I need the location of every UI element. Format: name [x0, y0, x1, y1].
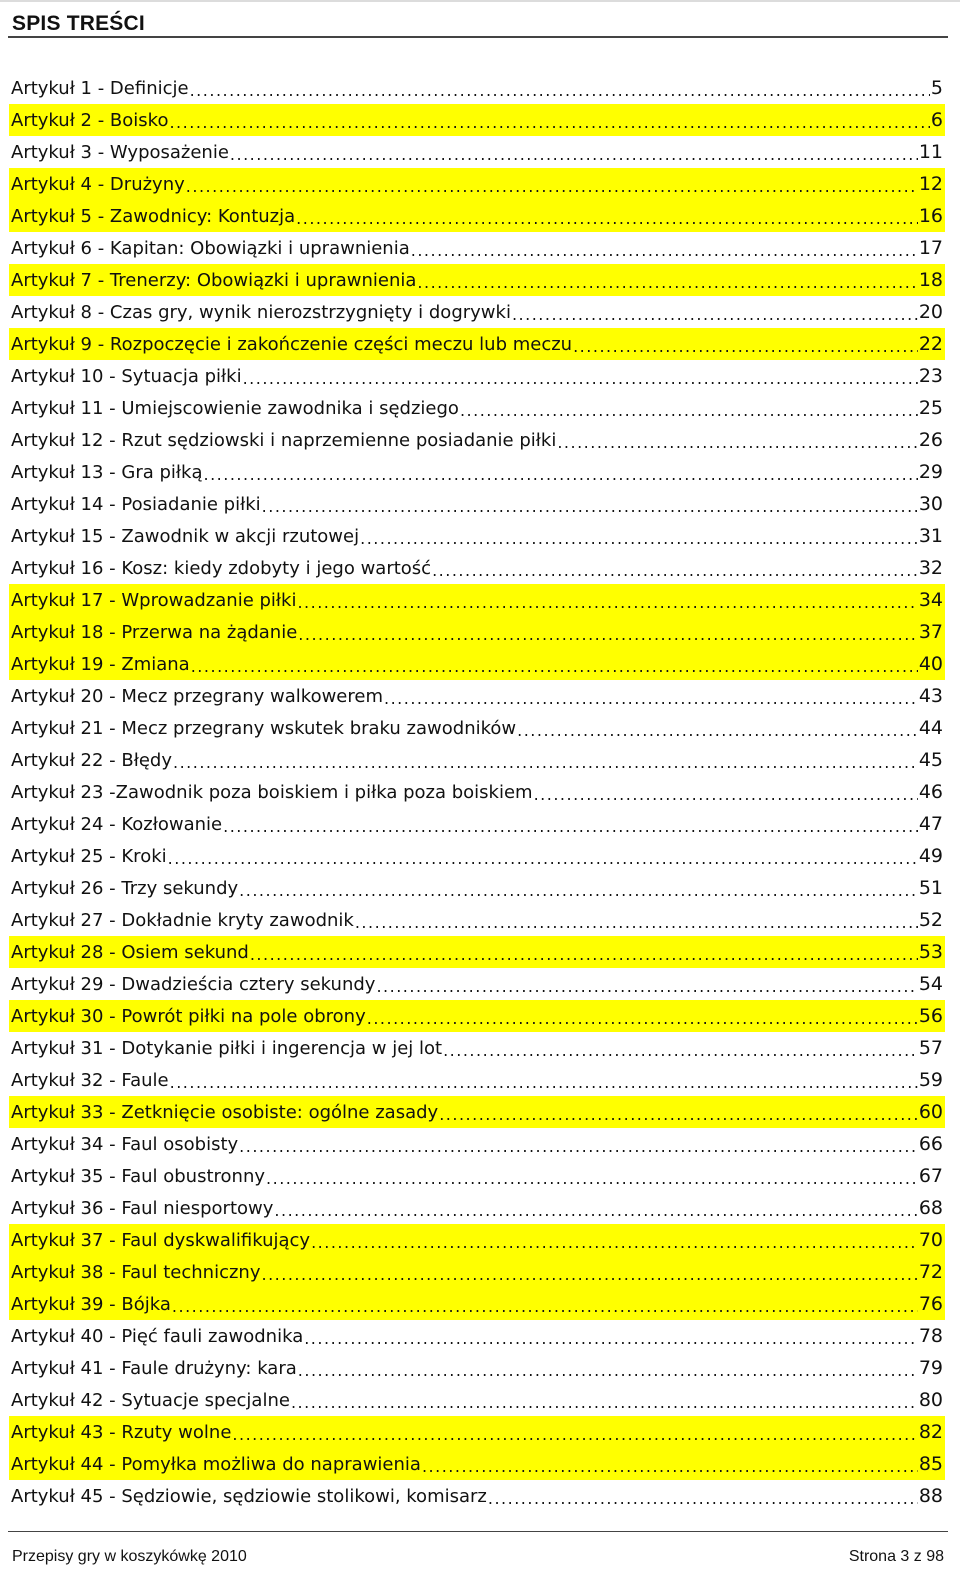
toc-entry-page-number: 78 [918, 1325, 943, 1347]
toc-entry-title: Artykuł 3 - Wyposażenie [11, 141, 229, 163]
toc-entry-page-number: 43 [918, 685, 943, 707]
toc-entry[interactable] [9, 1032, 945, 1064]
toc-entry-page-number: 29 [918, 461, 943, 483]
toc-dot-leader [557, 430, 917, 450]
toc-entry-page-number: 70 [918, 1229, 943, 1251]
toc-dot-leader [186, 174, 918, 194]
toc-entry[interactable] [9, 872, 945, 904]
toc-entry-title: Artykuł 13 - Gra piłką [11, 461, 203, 483]
toc-entry-title: Artykuł 19 - Zmiana [11, 653, 190, 675]
toc-dot-leader [239, 1134, 918, 1154]
toc-entry-page-number: 67 [918, 1165, 943, 1187]
toc-dot-leader [173, 750, 918, 770]
toc-dot-leader [168, 846, 918, 866]
toc-entry-title: Artykuł 44 - Pomyłka możliwa do naprawienia [11, 1453, 421, 1475]
toc-entry-title: Artykuł 28 - Osiem sekund [11, 941, 249, 963]
toc-dot-leader [191, 654, 918, 674]
toc-entry-title: Artykuł 33 - Zetknięcie osobiste: ogólne zasady [11, 1101, 439, 1123]
toc-entry[interactable] [9, 328, 945, 360]
toc-entry[interactable] [9, 712, 945, 744]
toc-dot-leader [296, 206, 918, 226]
toc-entry-title: Artykuł 10 - Sytuacja piłki [11, 365, 242, 387]
toc-entry-page-number: 60 [918, 1101, 943, 1123]
toc-entry-page-number: 5 [930, 77, 943, 99]
toc-entry[interactable] [9, 936, 945, 968]
toc-entry[interactable] [9, 1064, 945, 1096]
toc-entry-page-number: 85 [918, 1453, 943, 1475]
toc-entry[interactable] [9, 392, 945, 424]
toc-entry[interactable] [9, 776, 945, 808]
toc-entry-title: Artykuł 32 - Faule [11, 1069, 169, 1091]
toc-entry-title: Artykuł 26 - Trzy sekundy [11, 877, 239, 899]
toc-entry[interactable] [9, 424, 945, 456]
page-title: SPIS TREŚCI [12, 12, 145, 35]
toc-entry-page-number: 20 [918, 301, 943, 323]
toc-entry-page-number: 59 [918, 1069, 943, 1091]
toc-entry-title: Artykuł 5 - Zawodnicy: Kontuzja [11, 205, 296, 227]
toc-entry[interactable] [9, 1480, 945, 1512]
toc-entry[interactable] [9, 168, 945, 200]
page-footer [8, 1531, 948, 1576]
toc-entry-page-number: 47 [918, 813, 943, 835]
toc-entry[interactable] [9, 200, 945, 232]
toc-dot-leader [517, 718, 918, 738]
toc-entry-title: Artykuł 37 - Faul dyskwalifikujący [11, 1229, 311, 1251]
toc-entry[interactable] [9, 1128, 945, 1160]
toc-dot-leader [573, 334, 918, 354]
toc-entry[interactable] [9, 360, 945, 392]
toc-dot-leader [432, 558, 918, 578]
toc-entry-page-number: 12 [918, 173, 943, 195]
toc-entry[interactable] [9, 1160, 945, 1192]
footer-document-title: Przepisy gry w koszykówkę 2010 [12, 1548, 247, 1565]
toc-entry-title: Artykuł 41 - Faule drużyny: kara [11, 1357, 297, 1379]
toc-entry-title: Artykuł 42 - Sytuacje specjalne [11, 1389, 290, 1411]
toc-dot-leader [422, 1454, 918, 1474]
toc-entry-title: Artykuł 12 - Rzut sędziowski i naprzemienne posiadanie piłki [11, 429, 557, 451]
toc-entry-page-number: 25 [918, 397, 943, 419]
toc-entry-page-number: 49 [918, 845, 943, 867]
top-border [0, 0, 960, 2]
toc-entry[interactable] [9, 104, 945, 136]
toc-entry-page-number: 6 [930, 109, 943, 131]
toc-dot-leader [297, 590, 917, 610]
toc-entry-title: Artykuł 7 - Trenerzy: Obowiązki i uprawnienia [11, 269, 417, 291]
toc-entry[interactable] [9, 584, 945, 616]
toc-entry-page-number: 57 [918, 1037, 943, 1059]
toc-entry[interactable] [9, 264, 945, 296]
toc-entry-title: Artykuł 21 - Mecz przegrany wskutek braku zawodników [11, 717, 517, 739]
toc-entry-page-number: 82 [918, 1421, 943, 1443]
toc-entry-title: Artykuł 40 - Pięć fauli zawodnika [11, 1325, 304, 1347]
toc-entry[interactable] [9, 520, 945, 552]
toc-entry[interactable] [9, 1000, 945, 1032]
toc-entry[interactable] [9, 1320, 945, 1352]
toc-entry-title: Artykuł 8 - Czas gry, wynik nierozstrzygnięty i dogrywki [11, 301, 511, 323]
toc-entry-title: Artykuł 20 - Mecz przegrany walkowerem [11, 685, 383, 707]
toc-entry-page-number: 37 [918, 621, 943, 643]
toc-entry-page-number: 11 [918, 141, 943, 163]
toc-entry-page-number: 68 [918, 1197, 943, 1219]
toc-entry[interactable] [9, 1448, 945, 1480]
toc-entry-title: Artykuł 30 - Powrót piłki na pole obrony [11, 1005, 366, 1027]
toc-entry-title: Artykuł 29 - Dwadzieścia cztery sekundy [11, 973, 376, 995]
toc-entry[interactable] [9, 72, 945, 104]
toc-entry-title: Artykuł 22 - Błędy [11, 749, 172, 771]
toc-entry-title: Artykuł 18 - Przerwa na żądanie [11, 621, 298, 643]
toc-dot-leader [411, 238, 918, 258]
toc-dot-leader [298, 622, 918, 642]
toc-entry[interactable] [9, 744, 945, 776]
toc-dot-leader [230, 142, 918, 162]
toc-entry-page-number: 52 [918, 909, 943, 931]
toc-entry-title: Artykuł 27 - Dokładnie kryty zawodnik [11, 909, 354, 931]
toc-entry-title: Artykuł 2 - Boisko [11, 109, 169, 131]
toc-dot-leader [250, 942, 918, 962]
toc-entry-title: Artykuł 9 - Rozpoczęcie i zakończenie części meczu lub meczu [11, 333, 573, 355]
toc-dot-leader [262, 494, 918, 514]
toc-dot-leader [169, 110, 929, 130]
toc-entry-page-number: 51 [918, 877, 943, 899]
toc-entry-title: Artykuł 31 - Dotykanie piłki i ingerencja w jej lot [11, 1037, 443, 1059]
toc-entry-title: Artykuł 16 - Kosz: kiedy zdobyty i jego wartość [11, 557, 432, 579]
toc-entry[interactable] [9, 648, 945, 680]
toc-entry[interactable] [9, 968, 945, 1000]
toc-dot-leader [223, 814, 918, 834]
toc-dot-leader [439, 1102, 918, 1122]
toc-entry-page-number: 17 [918, 237, 943, 259]
toc-entry-page-number: 53 [918, 941, 943, 963]
toc-dot-leader [266, 1166, 918, 1186]
toc-dot-leader [243, 366, 918, 386]
toc-dot-leader [443, 1038, 918, 1058]
toc-dot-leader [304, 1326, 918, 1346]
toc-entry-page-number: 44 [918, 717, 943, 739]
toc-entry-page-number: 56 [918, 1005, 943, 1027]
toc-entry[interactable] [9, 1256, 945, 1288]
toc-entry-page-number: 26 [918, 429, 943, 451]
toc-entry[interactable] [9, 840, 945, 872]
toc-entry-page-number: 72 [918, 1261, 943, 1283]
toc-entry[interactable] [9, 1224, 945, 1256]
toc-entry[interactable] [9, 808, 945, 840]
toc-dot-leader [534, 782, 918, 802]
toc-entry-title: Artykuł 6 - Kapitan: Obowiązki i uprawnienia [11, 237, 410, 259]
toc-entry-page-number: 31 [918, 525, 943, 547]
toc-dot-leader [367, 1006, 918, 1026]
toc-entry[interactable] [9, 552, 945, 584]
toc-entry[interactable] [9, 296, 945, 328]
toc-entry-title: Artykuł 23 -Zawodnik poza boiskiem i piłka poza boiskiem [11, 781, 533, 803]
toc-dot-leader [190, 78, 930, 98]
toc-entry-title: Artykuł 11 - Umiejscowienie zawodnika i sędziego [11, 397, 459, 419]
toc-entry-title: Artykuł 14 - Posiadanie piłki [11, 493, 261, 515]
toc-entry[interactable] [9, 680, 945, 712]
toc-entry-title: Artykuł 35 - Faul obustronny [11, 1165, 266, 1187]
toc-entry[interactable] [9, 616, 945, 648]
toc-dot-leader [384, 686, 918, 706]
toc-entry-title: Artykuł 15 - Zawodnik w akcji rzutowej [11, 525, 360, 547]
toc-entry-page-number: 23 [918, 365, 943, 387]
page-header [8, 6, 948, 38]
toc-entry-page-number: 46 [918, 781, 943, 803]
toc-entry-page-number: 34 [918, 589, 943, 611]
footer-page-number: Strona 3 z 98 [848, 1548, 944, 1565]
toc-dot-leader [311, 1230, 918, 1250]
toc-entry[interactable] [9, 1288, 945, 1320]
toc-dot-leader [355, 910, 918, 930]
toc-entry-title: Artykuł 39 - Bójka [11, 1293, 171, 1315]
toc-entry-title: Artykuł 1 - Definicje [11, 77, 189, 99]
toc-entry-page-number: 79 [918, 1357, 943, 1379]
toc-dot-leader [262, 1262, 918, 1282]
toc-dot-leader [512, 302, 918, 322]
toc-entry-page-number: 66 [918, 1133, 943, 1155]
toc-entry-title: Artykuł 36 - Faul niesportowy [11, 1197, 274, 1219]
toc-entry-page-number: 16 [918, 205, 943, 227]
toc-entry-title: Artykuł 4 - Drużyny [11, 173, 185, 195]
toc-entry-page-number: 18 [918, 269, 943, 291]
toc-dot-leader [274, 1198, 917, 1218]
toc-entry[interactable] [9, 1416, 945, 1448]
toc-entry[interactable] [9, 904, 945, 936]
toc-entry-page-number: 54 [918, 973, 943, 995]
toc-dot-leader [360, 526, 918, 546]
toc-entry[interactable] [9, 1384, 945, 1416]
toc-dot-leader [460, 398, 918, 418]
toc-entry-title: Artykuł 38 - Faul techniczny [11, 1261, 261, 1283]
toc-entry-page-number: 22 [918, 333, 943, 355]
toc-entry[interactable] [9, 1096, 945, 1128]
toc-entry-page-number: 30 [918, 493, 943, 515]
toc-entry-title: Artykuł 45 - Sędziowie, sędziowie stolikowi, komisarz [11, 1485, 487, 1507]
toc-entry[interactable] [9, 136, 945, 168]
toc-entry-page-number: 45 [918, 749, 943, 771]
toc-entry-title: Artykuł 17 - Wprowadzanie piłki [11, 589, 297, 611]
toc-entry-title: Artykuł 24 - Kozłowanie [11, 813, 223, 835]
toc-entry-page-number: 80 [918, 1389, 943, 1411]
toc-entry-page-number: 88 [918, 1485, 943, 1507]
table-of-contents [9, 72, 945, 1512]
toc-entry-page-number: 32 [918, 557, 943, 579]
toc-dot-leader [291, 1390, 918, 1410]
toc-dot-leader [488, 1486, 918, 1506]
toc-dot-leader [172, 1294, 918, 1314]
toc-dot-leader [203, 462, 917, 482]
toc-entry-title: Artykuł 34 - Faul osobisty [11, 1133, 239, 1155]
toc-entry[interactable] [9, 488, 945, 520]
toc-dot-leader [376, 974, 917, 994]
toc-dot-leader [170, 1070, 918, 1090]
toc-entry-page-number: 40 [918, 653, 943, 675]
toc-entry-title: Artykuł 25 - Kroki [11, 845, 167, 867]
toc-entry-title: Artykuł 43 - Rzuty wolne [11, 1421, 232, 1443]
toc-entry[interactable] [9, 232, 945, 264]
toc-entry-page-number: 76 [918, 1293, 943, 1315]
toc-dot-leader [232, 1422, 917, 1442]
toc-dot-leader [298, 1358, 918, 1378]
toc-entry[interactable] [9, 1192, 945, 1224]
toc-dot-leader [239, 878, 918, 898]
toc-entry[interactable] [9, 1352, 945, 1384]
toc-entry[interactable] [9, 456, 945, 488]
toc-dot-leader [417, 270, 917, 290]
